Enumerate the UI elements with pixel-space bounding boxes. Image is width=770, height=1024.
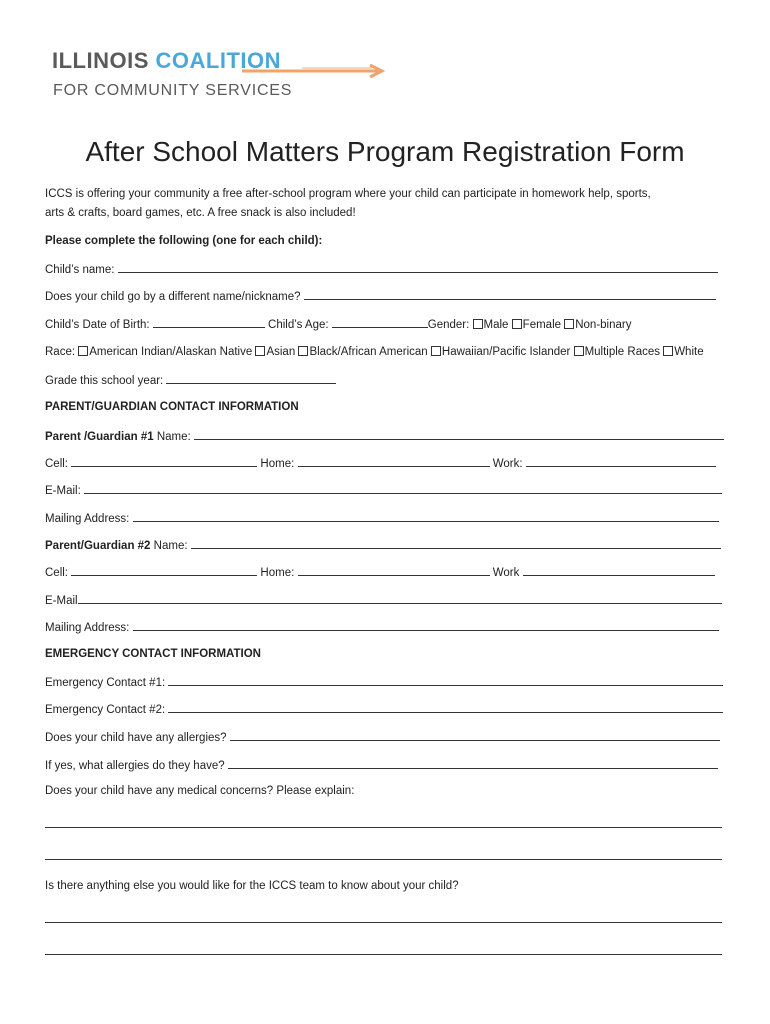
emergency-contact1-label: Emergency Contact #1: bbox=[45, 677, 166, 689]
gender-female-checkbox[interactable] bbox=[512, 319, 522, 329]
guardian1-name-row bbox=[45, 428, 724, 444]
race-multiple-label: Multiple Races bbox=[584, 346, 660, 358]
guardian1-phone-row bbox=[45, 455, 716, 471]
allergies-which-label: If yes, what allergies do they have? bbox=[45, 760, 225, 772]
dob-age-gender-row bbox=[45, 316, 631, 332]
anything-else-label: Is there anything else you would like for the ICCS team to know about your child? bbox=[45, 880, 459, 892]
guardian2-home-field[interactable] bbox=[298, 564, 490, 576]
guardian1-mail-label: Mailing Address: bbox=[45, 513, 130, 525]
guardian2-phone-row bbox=[45, 564, 715, 580]
guardian1-name-label: Name: bbox=[156, 431, 191, 443]
grade-row bbox=[45, 372, 336, 388]
guardian2-mail-row bbox=[45, 619, 719, 635]
race-black-checkbox[interactable] bbox=[298, 346, 308, 356]
grade-label: Grade this school year: bbox=[45, 375, 164, 387]
guardian1-heading: Parent /Guardian #1 bbox=[45, 431, 154, 443]
guardian1-email-field[interactable] bbox=[84, 482, 722, 494]
gender-male-checkbox[interactable] bbox=[473, 319, 483, 329]
emergency-contact2-row bbox=[45, 701, 723, 717]
guardian1-email-label: E-Mail: bbox=[45, 485, 81, 497]
race-asian-label: Asian bbox=[266, 346, 296, 358]
nickname-field[interactable] bbox=[304, 288, 716, 300]
guardian1-mail-field[interactable] bbox=[133, 510, 719, 522]
medical-label: Does your child have any medical concerns? Please explain: bbox=[45, 785, 355, 797]
allergies-which-row bbox=[45, 757, 718, 773]
guardian1-mail-row bbox=[45, 510, 719, 526]
arrow-icon bbox=[242, 64, 392, 78]
allergies-label: Does your child have any allergies? bbox=[45, 732, 227, 744]
guardian2-name-field[interactable] bbox=[191, 537, 721, 549]
anything-else-answer-line-2[interactable] bbox=[45, 954, 722, 955]
logo-word-illinois: ILLINOIS bbox=[52, 48, 149, 73]
race-multiple-checkbox[interactable] bbox=[574, 346, 584, 356]
guardian2-work-label: Work bbox=[492, 567, 520, 579]
parent-section-heading: PARENT/GUARDIAN CONTACT INFORMATION bbox=[45, 401, 299, 413]
guardian2-heading: Parent/Guardian #2 bbox=[45, 540, 151, 552]
allergies-row bbox=[45, 729, 720, 745]
gender-nonbinary-label: Non-binary bbox=[575, 319, 632, 331]
allergies-which-field[interactable] bbox=[228, 757, 718, 769]
guardian1-email-row bbox=[45, 482, 722, 498]
guardian1-work-label: Work: bbox=[492, 458, 523, 470]
emergency-section-heading: EMERGENCY CONTACT INFORMATION bbox=[45, 648, 261, 660]
child-name-row bbox=[45, 261, 718, 277]
race-asian-checkbox[interactable] bbox=[255, 346, 265, 356]
guardian1-home-field[interactable] bbox=[298, 455, 490, 467]
guardian2-mail-field[interactable] bbox=[133, 619, 719, 631]
dob-label: Child’s Date of Birth: bbox=[45, 319, 150, 331]
race-white-checkbox[interactable] bbox=[663, 346, 673, 356]
gender-male-label: Male bbox=[483, 319, 509, 331]
emergency-contact1-row bbox=[45, 674, 723, 690]
guardian2-name-label: Name: bbox=[153, 540, 188, 552]
gender-nonbinary-checkbox[interactable] bbox=[564, 319, 574, 329]
guardian2-cell-label: Cell: bbox=[45, 567, 69, 579]
nickname-row bbox=[45, 288, 716, 304]
guardian1-cell-label: Cell: bbox=[45, 458, 69, 470]
guardian2-email-row bbox=[45, 592, 722, 608]
page-title: After School Matters Program Registration Form bbox=[85, 136, 685, 167]
medical-answer-line-1[interactable] bbox=[45, 827, 722, 828]
gender-female-label: Female bbox=[522, 319, 562, 331]
age-field[interactable] bbox=[332, 316, 428, 328]
race-american-indian-label: American Indian/Alaskan Native bbox=[89, 346, 253, 358]
race-hawaiian-label: Hawaiian/Pacific Islander bbox=[441, 346, 571, 358]
allergies-field[interactable] bbox=[230, 729, 720, 741]
guardian2-name-row bbox=[45, 537, 721, 553]
nickname-label: Does your child go by a different name/nickname? bbox=[45, 291, 301, 303]
emergency-contact2-label: Emergency Contact #2: bbox=[45, 704, 166, 716]
intro-text-line-1: ICCS is offering your community a free after-school program where your child can participate in homework help, sports, bbox=[45, 188, 651, 200]
child-name-label: Child’s name: bbox=[45, 264, 115, 276]
race-american-indian-checkbox[interactable] bbox=[78, 346, 88, 356]
logo-subtitle: FOR COMMUNITY SERVICES bbox=[53, 82, 293, 99]
guardian2-mail-label: Mailing Address: bbox=[45, 622, 130, 634]
guardian1-home-label: Home: bbox=[260, 458, 295, 470]
guardian2-work-field[interactable] bbox=[523, 564, 715, 576]
race-black-label: Black/African American bbox=[309, 346, 428, 358]
emergency-contact2-field[interactable] bbox=[168, 701, 723, 713]
race-label: Race: bbox=[45, 346, 76, 358]
dob-field[interactable] bbox=[153, 316, 265, 328]
intro-text-line-2: arts & crafts, board games, etc. A free snack is also included! bbox=[45, 207, 356, 219]
medical-answer-line-2[interactable] bbox=[45, 859, 722, 860]
anything-else-answer-line-1[interactable] bbox=[45, 922, 722, 923]
emergency-contact1-field[interactable] bbox=[168, 674, 723, 686]
guardian1-work-field[interactable] bbox=[526, 455, 716, 467]
gender-label: Gender: bbox=[427, 319, 470, 331]
race-white-label: White bbox=[674, 346, 704, 358]
age-label: Child’s Age: bbox=[268, 319, 329, 331]
guardian2-email-label: E-Mail bbox=[45, 595, 78, 607]
grade-field[interactable] bbox=[166, 372, 336, 384]
guardian2-email-field[interactable] bbox=[78, 592, 722, 604]
guardian2-home-label: Home: bbox=[260, 567, 295, 579]
guardian1-name-field[interactable] bbox=[194, 428, 724, 440]
guardian1-cell-field[interactable] bbox=[71, 455, 257, 467]
child-name-field[interactable] bbox=[118, 261, 718, 273]
instruction-text: Please complete the following (one for each child): bbox=[45, 235, 323, 247]
iccs-logo bbox=[52, 48, 352, 104]
race-hawaiian-checkbox[interactable] bbox=[431, 346, 441, 356]
logo-word-coalition: COALITION bbox=[155, 48, 282, 73]
guardian2-cell-field[interactable] bbox=[71, 564, 257, 576]
race-row bbox=[45, 345, 704, 359]
